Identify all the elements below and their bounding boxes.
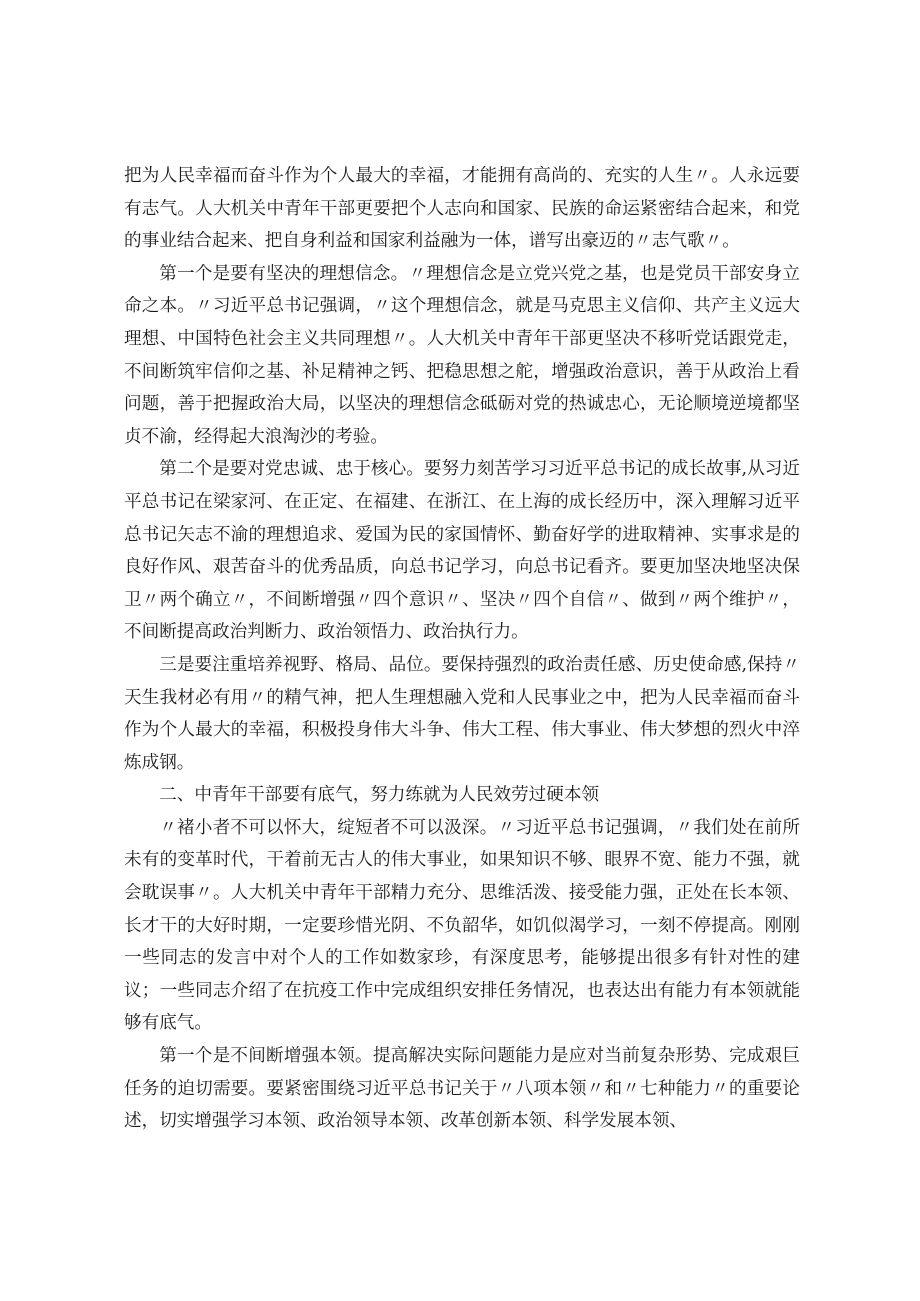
paragraph: 第二个是要对党忠诚、忠于核心。要努力刻苦学习习近平总书记的成长故事,从习近平总书记在梁家河、在正定、在福建、在浙江、在上海的成长经历中，深入理解习近平总书记矢志不渝的理想追求、爱国为民的家国情怀、勤奋好学的进取精神、实事求是的良好作风、艰苦奋斗的优秀品质，向总书记学习，向总书记看齐。要更加坚决地坚决保卫〃两个确立〃，不间断增强〃四个意识〃、坚决〃四个自信〃、做到〃两个维护〃，不间断提高政治判断力、政治领悟力、政治执行力。 — [124, 459, 800, 643]
paragraph: 把为人民幸福而奋斗作为个人最大的幸福，才能拥有高尚的、充实的人生〃。人永远要有志气。人大机关中青年干部更要把个人志向和国家、民族的命运紧密结合起来，和党的事业结合起来、把自身利益和国家利益融为一体，谱写出豪迈的〃志气歌〃。 — [124, 166, 800, 252]
section-heading: 二、中青年干部要有底气，努力练就为人民效劳过硬本领 — [159, 785, 600, 806]
paragraph: 三是要注重培养视野、格局、品位。要保持强烈的政治责任感、历史使命感,保持〃天生我材必有用〃的精气神，把人生理想融入党和人民事业之中，把为人民幸福而奋斗作为个人最大的幸福，积极投身伟大斗争、伟大工程、伟大事业、伟大梦想的烈火中淬炼成钢。 — [124, 654, 800, 773]
paragraph: 〃褚小者不可以怀大，绽短者不可以汲深。〃习近平总书记强调，〃我们处在前所未有的变革时代，干着前无古人的伟大事业，如果知识不够、眼界不宽、能力不强，就会耽误事〃。人大机关中青年干部精力充分、思维活泼、接受能力强，正处在长本领、长才干的大好时期，一定要珍惜光阴、不负韶华，如饥似渴学习，一刻不停提高。刚刚一些同志的发言中对个人的工作如数家珍，有深度思考，能够提出很多有针对性的建议；一些同志介绍了在抗疫工作中完成组织安排任务情况，也表达出有能力有本领就能够有底气。 — [124, 817, 800, 1034]
paragraph: 第一个是不间断增强本领。提高解决实际问题能力是应对当前复杂形势、完成艰巨任务的迫切需要。要紧密围绕习近平总书记关于〃八项本领〃和〃七种能力〃的重要论述，切实增强学习本领、政治领导本领、改革创新本领、科学发展本领、 — [124, 1046, 800, 1132]
paragraph: 第一个是要有坚决的理想信念。〃理想信念是立党兴党之基，也是党员干部安身立命之本。〃习近平总书记强调，〃这个理想信念，就是马克思主义信仰、共产主义远大理想、中国特色社会主义共同理想〃。人大机关中青年干部更坚决不移听党话跟党走，不间断筑牢信仰之基、补足精神之钙、把稳思想之舵，增强政治意识，善于从政治上看问题，善于把握政治大局，以坚决的理想信念砥砺对党的热诚忠心，无论顺境逆境都坚贞不渝，经得起大浪淘沙的考验。 — [124, 263, 800, 447]
document-body — [124, 160, 800, 1138]
